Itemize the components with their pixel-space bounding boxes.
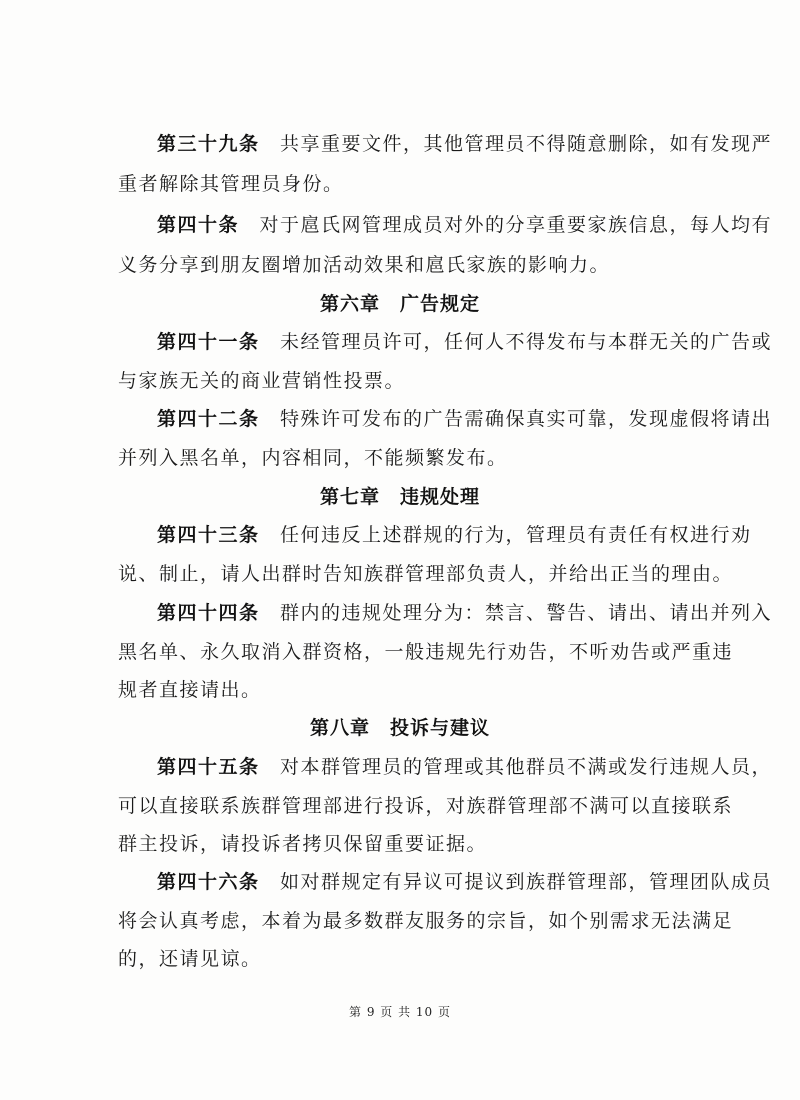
article-46-line-2: 将会认真考虑，本着为最多数群友服务的宗旨，如个别需求无法满足: [118, 910, 734, 932]
article-41-line-2: 与家族无关的商业营销性投票。: [118, 370, 406, 392]
article-46-label: 第四十六条: [157, 871, 260, 893]
article-42-line-1: [157, 410, 772, 429]
article-45-label: 第四十五条: [157, 756, 260, 778]
article-44-line-3: 规者直接请出。: [118, 679, 262, 701]
article-39-label: 第三十九条: [157, 133, 260, 155]
article-42-label: 第四十二条: [157, 408, 260, 430]
article-46-line-1: [157, 873, 772, 892]
article-40-line-1: [157, 216, 772, 235]
article-40-line-2: 义务分享到朋友圈增加活动效果和扈氏家族的影响力。: [118, 254, 611, 276]
article-40-label: 第四十条: [157, 214, 240, 236]
article-45-line-1: [157, 758, 772, 777]
chapter-7-heading: 第七章 违规处理: [319, 486, 480, 508]
article-40-text-1: 对于扈氏网管理成员对外的分享重要家族信息，每人均有: [259, 214, 773, 236]
article-43-line-1: [157, 526, 752, 545]
article-44-label: 第四十四条: [157, 602, 260, 624]
article-44-text-1: 群内的违规处理分为：禁言、警告、请出、请出并列入: [280, 602, 773, 624]
chapter-8-heading: 第八章 投诉与建议: [309, 717, 490, 739]
article-41-label: 第四十一条: [157, 331, 260, 353]
article-42-text-1: 特殊许可发布的广告需确保真实可靠，发现虚假将请出: [280, 408, 773, 430]
article-44-line-2: 黑名单、永久取消入群资格，一般违规先行劝告，不听劝告或严重违: [118, 641, 734, 663]
article-39-line-1: [157, 135, 772, 154]
article-42-line-2: 并列入黑名单，内容相同，不能频繁发布。: [118, 447, 508, 469]
article-46-text-1: 如对群规定有异议可提议到族群管理部，管理团队成员: [280, 871, 773, 893]
article-45-line-3: 群主投诉，请投诉者拷贝保留重要证据。: [118, 833, 488, 855]
article-39-text-1: 共享重要文件，其他管理员不得随意删除，如有发现严: [280, 133, 773, 155]
article-45-text-1: 对本群管理员的管理或其他群员不满或发行违规人员，: [280, 756, 773, 778]
page-number-footer: 第 9 页 共 10 页: [349, 1005, 451, 1019]
article-44-line-1: [157, 604, 772, 623]
article-41-line-1: [157, 333, 772, 352]
article-46-line-3: 的，还请见谅。: [118, 948, 262, 970]
article-41-text-1: 未经管理员许可，任何人不得发布与本群无关的广告或: [280, 331, 773, 353]
chapter-6-heading: 第六章 广告规定: [319, 293, 480, 315]
article-43-label: 第四十三条: [157, 524, 260, 546]
article-43-text-1: 任何违反上述群规的行为，管理员有责任有权进行劝: [280, 524, 752, 546]
article-45-line-2: 可以直接联系族群管理部进行投诉，对族群管理部不满可以直接联系: [118, 795, 734, 817]
article-39-line-2: 重者解除其管理员身份。: [118, 173, 344, 195]
article-43-line-2: 说、制止，请人出群时告知族群管理部负责人，并给出正当的理由。: [118, 563, 734, 585]
